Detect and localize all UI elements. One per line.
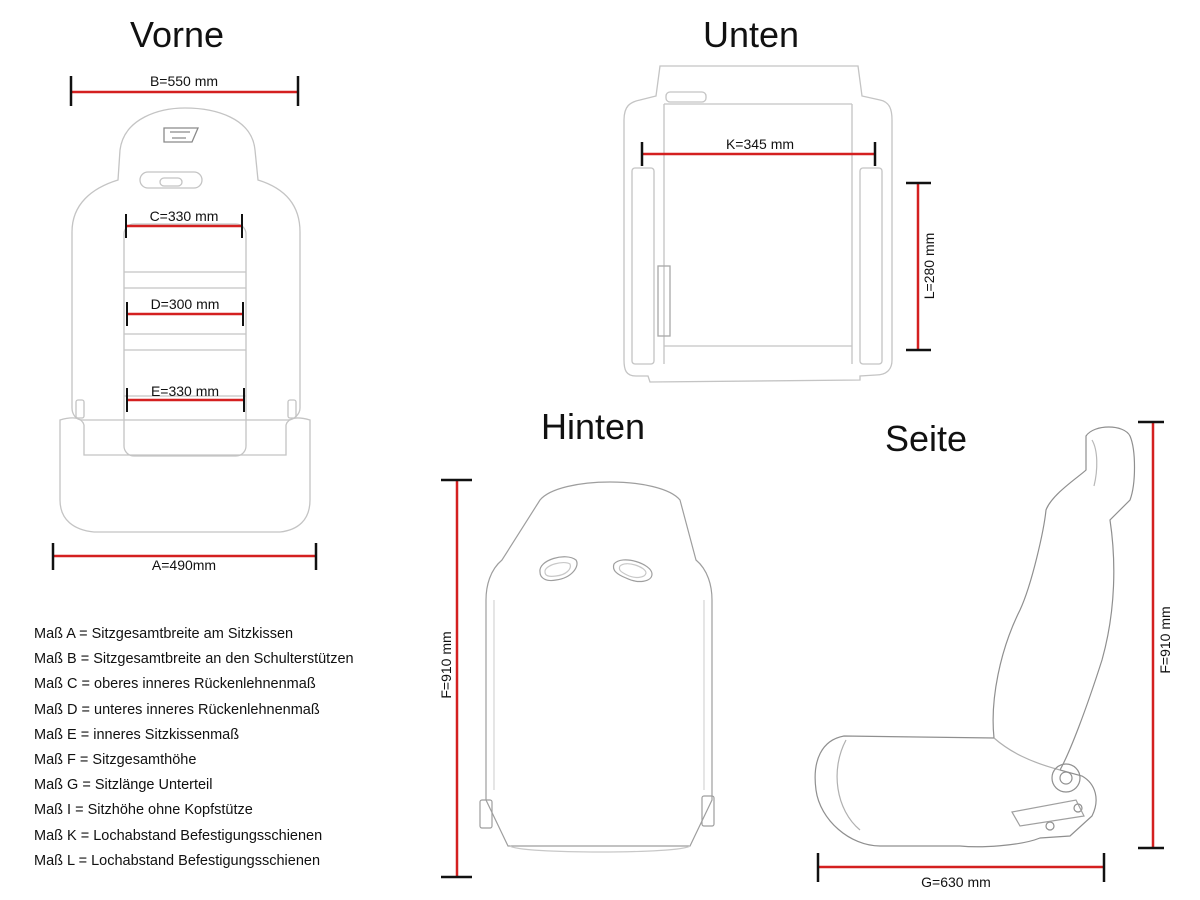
dimension-f-side	[1138, 422, 1173, 848]
dimension-e	[127, 383, 244, 412]
dimension-f-back-label: F=910 mm	[438, 631, 454, 699]
dimension-a-label: A=490mm	[151, 557, 217, 573]
legend-item-e: Maß E = inneres Sitzkissenmaß	[34, 726, 240, 743]
front-seat-outline	[60, 108, 310, 532]
legend-item-k: Maß K = Lochabstand Befestigungsschienen	[34, 827, 323, 844]
title-bottom-view: Unten	[703, 14, 800, 55]
dimension-b	[71, 73, 298, 106]
legend-item-f: Maß F = Sitzgesamthöhe	[34, 751, 197, 768]
dimension-legend	[34, 622, 354, 874]
legend-item-d: Maß D = unteres inneres Rückenlehnenmaß	[34, 701, 320, 718]
title-back-view: Hinten	[541, 406, 646, 447]
legend-item-a: Maß A = Sitzgesamtbreite am Sitzkissen	[34, 626, 294, 642]
dimension-e-label: E=330 mm	[150, 383, 220, 399]
legend-item-l: Maß L = Lochabstand Befestigungsschienen	[34, 852, 321, 869]
dimension-g	[818, 853, 1104, 890]
title-side-view: Seite	[885, 418, 968, 459]
dimension-l	[906, 183, 937, 350]
dimension-g-label: G=630 mm	[921, 874, 991, 890]
bottom-seat-outline	[624, 66, 892, 382]
dimension-l-label: L=280 mm	[921, 232, 937, 300]
legend-item-b: Maß B = Sitzgesamtbreite an den Schulterstützen	[34, 651, 354, 668]
title-front-view: Vorne	[130, 14, 225, 55]
dimension-d-label: D=300 mm	[150, 296, 220, 312]
side-seat-outline	[815, 427, 1134, 847]
dimension-f-back	[438, 480, 472, 877]
legend-item-c: Maß C = oberes inneres Rückenlehnenmaß	[34, 676, 316, 693]
dimension-d	[127, 296, 243, 326]
dimension-a	[53, 543, 316, 573]
legend-item-g: Maß G = Sitzlänge Unterteil	[34, 777, 213, 794]
dimension-k	[642, 136, 875, 166]
dimension-c-label: C=330 mm	[149, 208, 219, 224]
dimension-f-side-label: F=910 mm	[1157, 606, 1173, 674]
dimension-k-label: K=345 mm	[725, 136, 795, 152]
back-seat-outline	[480, 482, 714, 852]
dimension-c	[126, 208, 242, 238]
dimension-b-label: B=550 mm	[149, 73, 219, 89]
legend-item-i: Maß I = Sitzhöhe ohne Kopfstütze	[34, 802, 253, 819]
